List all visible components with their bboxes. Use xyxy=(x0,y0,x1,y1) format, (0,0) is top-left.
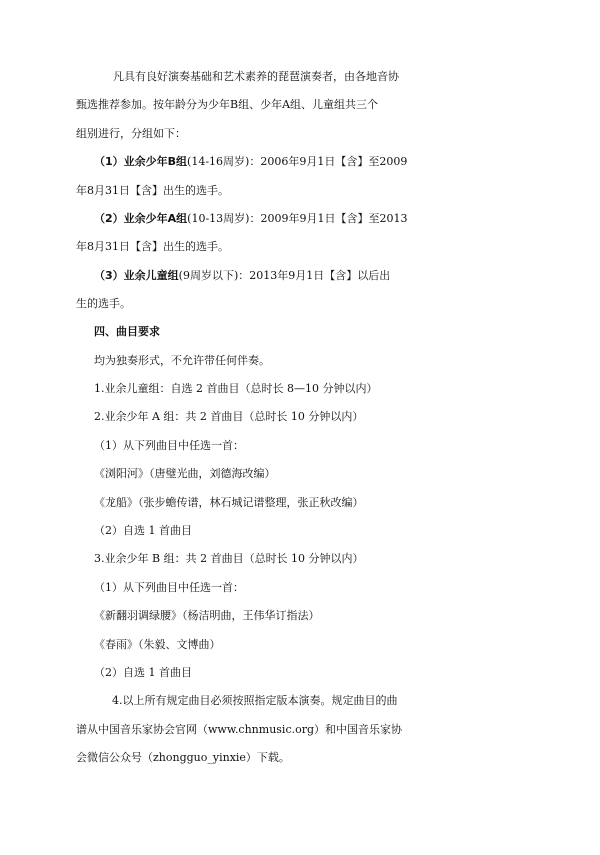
group-1-number: （1） xyxy=(94,155,124,168)
group-2-range: (10-13周岁)：2009年9月1日【含】至2013 xyxy=(187,212,408,225)
intro-line-3: 组别进行，分组如下： xyxy=(76,127,186,140)
group-3-number: （3） xyxy=(94,269,124,282)
repertoire-line-15: 会微信公众号（zhongguo_yinxie）下载。 xyxy=(76,751,290,764)
group-2-number: （2） xyxy=(94,212,124,225)
group-2-name: 业余少年A组 xyxy=(123,212,188,225)
repertoire-line-9: （1）从下列曲目中任选一首： xyxy=(94,581,244,594)
group-1-name: 业余少年B组 xyxy=(123,155,188,168)
group-2-continuation: 年8月31日【含】出生的选手。 xyxy=(76,240,229,253)
repertoire-line-4: （1）从下列曲目中任选一首： xyxy=(94,439,244,452)
repertoire-line-2: 1.业余儿童组：自选 2 首曲目（总时长 8—10 分钟以内） xyxy=(94,382,378,395)
repertoire-line-6: 《龙船》（张步蟾传谱，林石城记谱整理，张正秋改编） xyxy=(94,496,364,509)
intro-line-2: 甄选推荐参加。按年龄分为少年B组、少年A组、儿童组共三个 xyxy=(76,98,379,111)
group-1-continuation: 年8月31日【含】出生的选手。 xyxy=(76,184,229,197)
repertoire-line-13: 4.以上所有规定曲目必须按照指定版本演奏。规定曲目的曲 xyxy=(112,694,398,707)
group-3-line xyxy=(0,265,600,287)
repertoire-line-1: 均为独奏形式，不允许带任何伴奏。 xyxy=(94,354,270,367)
repertoire-line-14: 谱从中国音乐家协会官网（www.chnmusic.org）和中国音乐家协 xyxy=(76,723,403,736)
intro-line-1: 凡具有良好演奏基础和艺术素养的琵琶演奏者，由各地音协 xyxy=(113,70,399,83)
group-2-line xyxy=(0,208,600,230)
repertoire-line-10: 《新翻羽调绿腰》（杨洁明曲，王伟华订指法） xyxy=(94,609,320,622)
repertoire-line-3: 2.业余少年 A 组：共 2 首曲目（总时长 10 分钟以内） xyxy=(94,410,364,423)
repertoire-line-7: （2）自选 1 首曲目 xyxy=(94,524,192,537)
repertoire-line-8: 3.业余少年 B 组：共 2 首曲目（总时长 10 分钟以内） xyxy=(94,552,364,565)
repertoire-line-11: 《春雨》（朱毅、文博曲） xyxy=(94,638,221,651)
group-3-range: (9周岁以下)：2013年9月1日【含】以后出 xyxy=(178,269,391,282)
group-1-line xyxy=(0,151,600,173)
group-1-range: (14-16周岁)：2006年9月1日【含】至2009 xyxy=(187,155,408,168)
group-3-continuation: 生的选手。 xyxy=(76,297,131,310)
repertoire-line-12: （2）自选 1 首曲目 xyxy=(94,666,192,679)
group-3-name: 业余儿童组 xyxy=(123,269,179,282)
section-4-heading: 四、曲目要求 xyxy=(94,325,160,338)
repertoire-line-5: 《浏阳河》（唐璧光曲，刘德海改编） xyxy=(94,467,276,480)
